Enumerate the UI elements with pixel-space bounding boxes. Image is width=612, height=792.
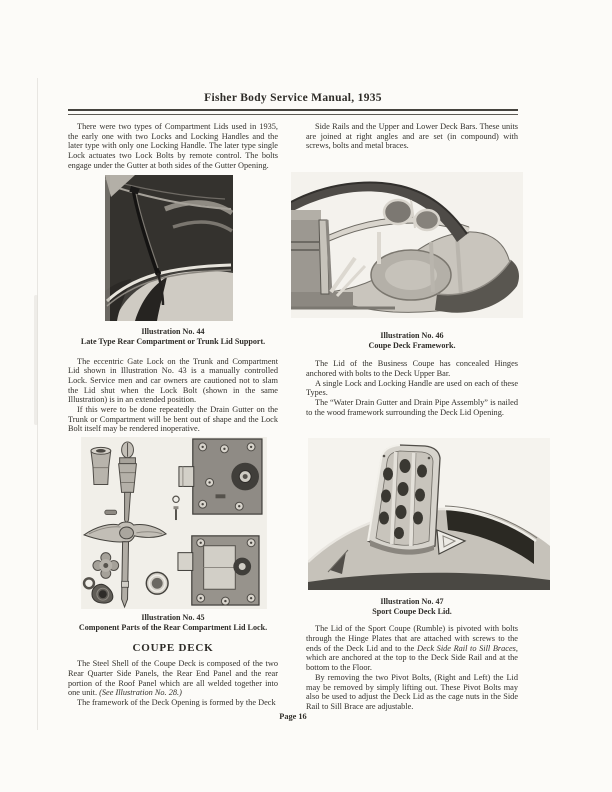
coupe-deck-framework-photo bbox=[291, 172, 523, 318]
paragraph: There were two types of Compartment Lids used in 1935, the early one with two Locks and Locking Handles and the later type with only one Locking Handle. The later type single Lock actuates two Lock Bolts by remote control. The bolts engage under the Gutter at both sides of the Gutter Opening. bbox=[68, 122, 278, 170]
paragraph-italic-term: Deck Side Rail to Sill Braces bbox=[416, 643, 516, 653]
illustration-44-figure bbox=[105, 175, 278, 321]
right-column bbox=[306, 120, 518, 712]
caption-text: Coupe Deck Framework. bbox=[368, 341, 456, 351]
caption-title: Illustration No. 46 bbox=[380, 331, 444, 341]
trunk-lid-support-photo bbox=[105, 175, 233, 321]
paragraph: The “Water Drain Gutter and Drain Pipe Assembly” is nailed to the wood framework surrounding the Deck Lid Opening. bbox=[306, 397, 518, 417]
caption-title: Illustration No. 45 bbox=[141, 613, 205, 623]
illustration-44-caption bbox=[68, 327, 278, 347]
paragraph bbox=[68, 659, 278, 698]
section-heading: COUPE DECK bbox=[132, 642, 214, 655]
paragraph: If this were to be done repeatedly the Drain Gutter on the Trunk or Compartment will be bent out of shape and the Lock Bolt itself may be rendered inoperative. bbox=[68, 405, 278, 434]
paragraph bbox=[306, 624, 518, 673]
page-number: Page 16 bbox=[279, 712, 307, 721]
header-rule bbox=[68, 109, 518, 115]
page-title: Fisher Body Service Manual, 1935 bbox=[204, 92, 382, 104]
caption-text: Late Type Rear Compartment or Trunk Lid Support. bbox=[80, 336, 266, 346]
caption-title: Illustration No. 47 bbox=[380, 597, 444, 607]
scan-smudge bbox=[34, 295, 38, 425]
illustration-47-caption bbox=[306, 597, 518, 617]
caption-text: Sport Coupe Deck Lid. bbox=[372, 607, 452, 617]
illustration-46-caption bbox=[306, 331, 518, 351]
caption-text: Component Parts of the Rear Compartment Lid Lock. bbox=[78, 623, 268, 633]
lock-component-parts-photo bbox=[80, 437, 268, 609]
illustration-47-figure bbox=[308, 438, 518, 590]
paragraph-text: , which are anchored at the top to the Deck Side Rail and at the bottom to the Floor. bbox=[306, 643, 518, 673]
left-column bbox=[68, 120, 278, 708]
paragraph: Side Rails and the Upper and Lower Deck Bars. These units are joined at right angles and are set (in compound) with screws, bolts and metal braces. bbox=[306, 122, 518, 151]
paragraph: The framework of the Deck Opening is formed by the Deck bbox=[77, 697, 276, 707]
paragraph-text: The Steel Shell of the Coupe Deck is composed of the two Rear Quarter Side Panels, the Rear End Panel and the rear portion of the Roof Panel which are all welded together into one unit. bbox=[68, 659, 278, 698]
caption-title: Illustration No. 44 bbox=[141, 326, 205, 336]
illustration-45-caption bbox=[68, 613, 278, 633]
paragraph: The Lid of the Business Coupe has concealed Hinges anchored with bolts to the Deck Upper Bar. bbox=[306, 359, 518, 378]
paragraph-text: The Lid of the Sport Coupe (Rumble) is pivoted with bolts through the Hinge Plates that are attached with screws to the ends of the Deck Lid and to the bbox=[306, 624, 518, 653]
paragraph-italic-ref: (See Illustration No. 28.) bbox=[99, 688, 182, 698]
illustration-45-figure bbox=[80, 437, 278, 609]
paragraph: The eccentric Gate Lock on the Trunk and Compartment Lid shown in Illustration No. 43 is a manually controlled Lock. Service men and car owners are cautioned not to slam the Lid shut when the Lock Bolt (shown in the same Illustration) is in an extended position. bbox=[68, 356, 278, 405]
illustration-46-figure bbox=[291, 172, 518, 318]
sport-coupe-deck-lid-photo bbox=[308, 438, 550, 590]
paragraph: A single Lock and Locking Handle are used on each of these Types. bbox=[306, 378, 518, 398]
paragraph: By removing the two Pivot Bolts, (Right and Left) the Lid may be removed by simply lifting out. These Pivot Bolts may also be used to adjust the Deck Lid as the cage nuts in the Side Rail to Sill Brace are adjustable. bbox=[306, 672, 518, 711]
